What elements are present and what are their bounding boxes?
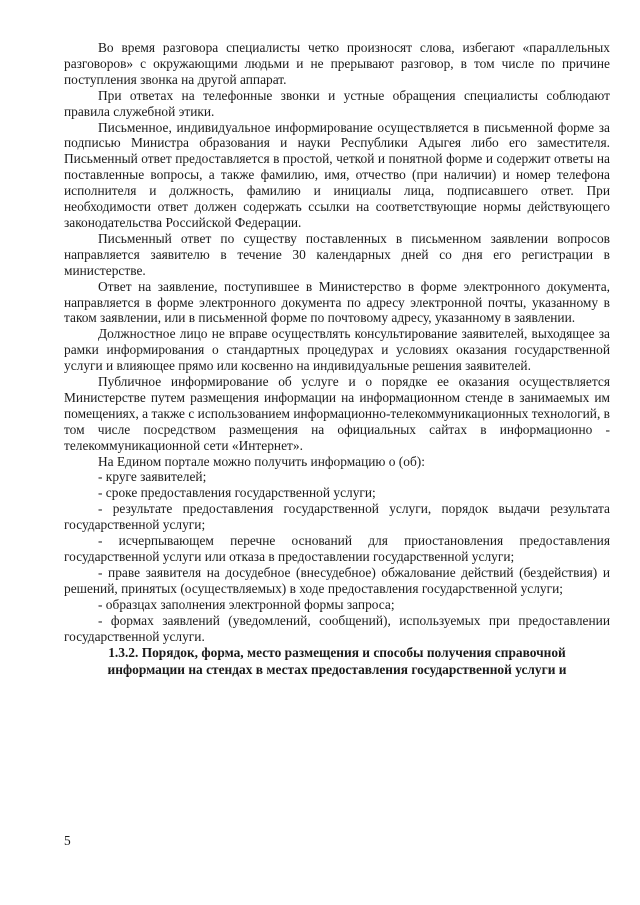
paragraph-unified-portal: На Едином портале можно получить информацию о (об): [98, 453, 425, 469]
paragraph-ethics: При ответах на телефонные звонки и устные обращения специалисты соблюдают правила служебной этики. [64, 87, 610, 119]
paragraph-written-informing: Письменное, индивидуальное информирование осуществляется в письменной форме за подписью Министра образования и науки Республики Адыгея либо его заместителя. Письменный ответ предоставляется в простой, четкой и понятной форме и содержит ответы на поставленные вопросы, а также фамилию, имя, отчество (при наличии) и номер телефона исполнителя и должность, фамилию и инициалы лица, подписавшего ответ. При необходимости ответ должен содержать ссылки на соответствующие нормы действующего законодательства Российской Федерации. [64, 119, 610, 230]
paragraph-official-limits: Должностное лицо не вправе осуществлять консультирование заявителей, выходящее за рамки информирования о стандартных процедурах и условиях оказания государственной услуги и влияющее прямо или косвенно на индивидуальные решения заявителей. [64, 326, 610, 374]
list-item-grounds: - исчерпывающем перечне оснований для приостановления предоставления государственной услуги или отказа в предоставлении государственной услуги; [64, 533, 610, 564]
page-number: 5 [64, 833, 71, 848]
list-item-result: - результате предоставления государственной услуги, порядок выдачи результата государственной услуги; [64, 501, 610, 533]
paragraph-written-answer-term: Письменный ответ по существу поставленных в письменном заявлении вопросов направляется заявителю в течение 30 календарных дней со дня его регистрации в министерстве. [64, 230, 610, 278]
list-item-form-samples: - образцах заполнения электронной формы запроса; [98, 596, 395, 612]
paragraph-electronic-answer: Ответ на заявление, поступившее в Министерство в форме электронного документа, направляется в форме электронного документа по адресу электронной почты, указанному в таком заявлении, или в письменной форме по почтовому адресу, указанному в заявлении. [64, 278, 610, 326]
list-item-applicants: - круге заявителей; [98, 469, 207, 485]
paragraph-phone-conversation: Во время разговора специалисты четко произносят слова, избегают «параллельных разговоров» с окружающими людьми и не прерывают разговор, в том числе по причине поступления звонка на другой аппарат. [64, 40, 610, 87]
list-item-application-forms: - формах заявлений (уведомлений, сообщений), используемых при предоставлении государственной услуги. [64, 612, 610, 644]
section-heading: 1.3.2. Порядок, форма, место размещения и способы получения справочной информации на стендах в местах предоставления государственной услуги и [107, 645, 567, 677]
paragraph-public-informing: Публичное информирование об услуге и о порядке ее оказания осуществляется Министерстве путем размещения информации на информационном стенде в занимаемых им помещениях, а также с использованием информационно-телекоммуникационных технологий, в том числе посредством размещения на официальных сайтах в информационно - телекоммуникационной сети «Интернет». [64, 374, 610, 453]
document-body [64, 40, 610, 678]
list-item-appeal-right: - праве заявителя на досудебное (внесудебное) обжалование действий (бездействия) и решений, принятых (осуществляемых) в ходе предоставления государственной услуги; [64, 564, 610, 596]
list-item-deadlines: - сроке предоставления государственной услуги; [98, 485, 376, 501]
